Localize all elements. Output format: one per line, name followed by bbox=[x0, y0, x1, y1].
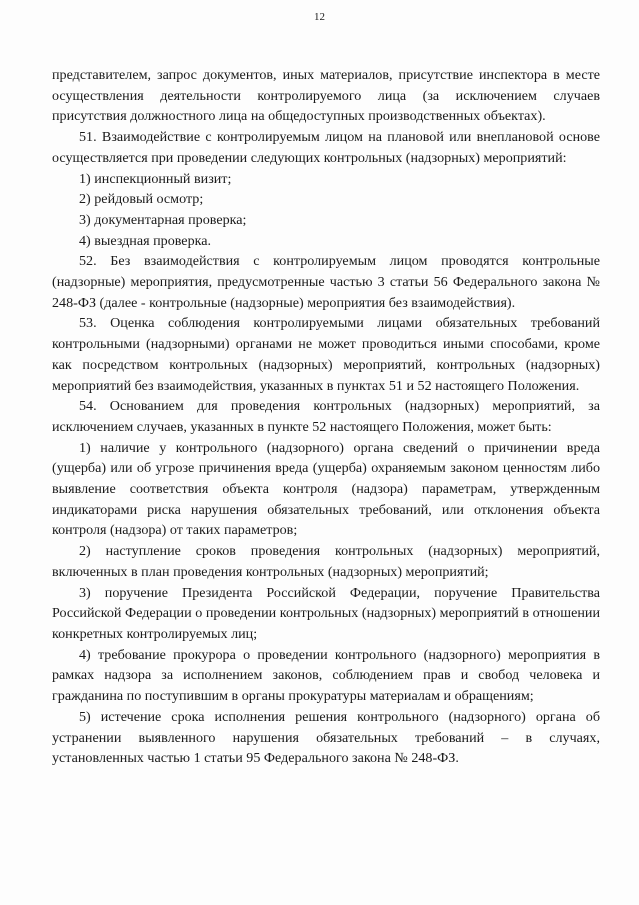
list-item-54-1: 1) наличие у контрольного (надзорного) органа сведений о причинении вреда (ущерба) или об угрозе причинения вреда (ущерба) охраняемым законом ценностям либо выявление соответствия объекта контроля (надзора) параметрам, утвержденным индикаторами риска нарушения обязательных требований, или отклонения объекта контроля (надзора) от таких параметров; bbox=[52, 439, 600, 539]
list-item-54-3: 3) поручение Президента Российской Федерации, поручение Правительства Российской Федерации о проведении контрольных (надзорных) мероприятий в отношении конкретных контролируемых лиц; bbox=[52, 584, 600, 642]
list-item-54-2: 2) наступление сроков проведения контрольных (надзорных) мероприятий, включенных в план проведения контрольных (надзорных) мероприятий; bbox=[52, 543, 600, 580]
list-item-51-1: 1) инспекционный визит; bbox=[79, 170, 232, 187]
list-item-51-4: 4) выездная проверка. bbox=[79, 232, 212, 249]
paragraph-continuation: представителем, запрос документов, иных материалов, присутствие инспектора в месте осуществления деятельности контролируемого лица (за исключением случаев присутствия должностного лица на общедоступных производственных объектах). bbox=[52, 67, 600, 125]
list-item-54-5: 5) истечение срока исполнения решения контрольного (надзорного) органа об устранении выявленного нарушения обязательных требований – в случаях, установленных частью 1 статьи 95 Федерального закона № 248-ФЗ. bbox=[52, 708, 600, 767]
document-body bbox=[52, 65, 600, 769]
paragraph-54: 54. Основанием для проведения контрольных (надзорных) мероприятий, за исключением случаев, указанных в пункте 52 настоящего Положения, может быть: bbox=[52, 398, 600, 435]
paragraph-53: 53. Оценка соблюдения контролируемыми лицами обязательных требований контрольными (надзорными) органами не может проводиться иными способами, кроме как посредством контрольных (надзорных) мероприятий, контрольных (надзорных) мероприятий без взаимодействия, указанных в пунктах 51 и 52 настоящего Положения. bbox=[52, 315, 600, 394]
page-number: 12 bbox=[314, 11, 325, 23]
paragraph-51: 51. Взаимодействие с контролируемым лицом на плановой или внеплановой основе осуществляется при проведении следующих контрольных (надзорных) мероприятий: bbox=[52, 129, 600, 166]
list-item-54-4: 4) требование прокурора о проведении контрольного (надзорного) мероприятия в рамках надзора за исполнением законов, соблюдением прав и свобод человека и гражданина по поступившим в органы прокуратуры материалам и обращениям; bbox=[52, 646, 600, 705]
list-item-51-3: 3) документарная проверка; bbox=[79, 211, 247, 228]
list-item-51-2: 2) рейдовый осмотр; bbox=[79, 191, 204, 208]
paragraph-52: 52. Без взаимодействия с контролируемым лицом проводятся контрольные (надзорные) мероприятия, предусмотренные частью 3 статьи 56 Федерального закона № 248-ФЗ (далее - контрольные (надзорные) мероприятия без взаимодействия). bbox=[52, 253, 600, 311]
